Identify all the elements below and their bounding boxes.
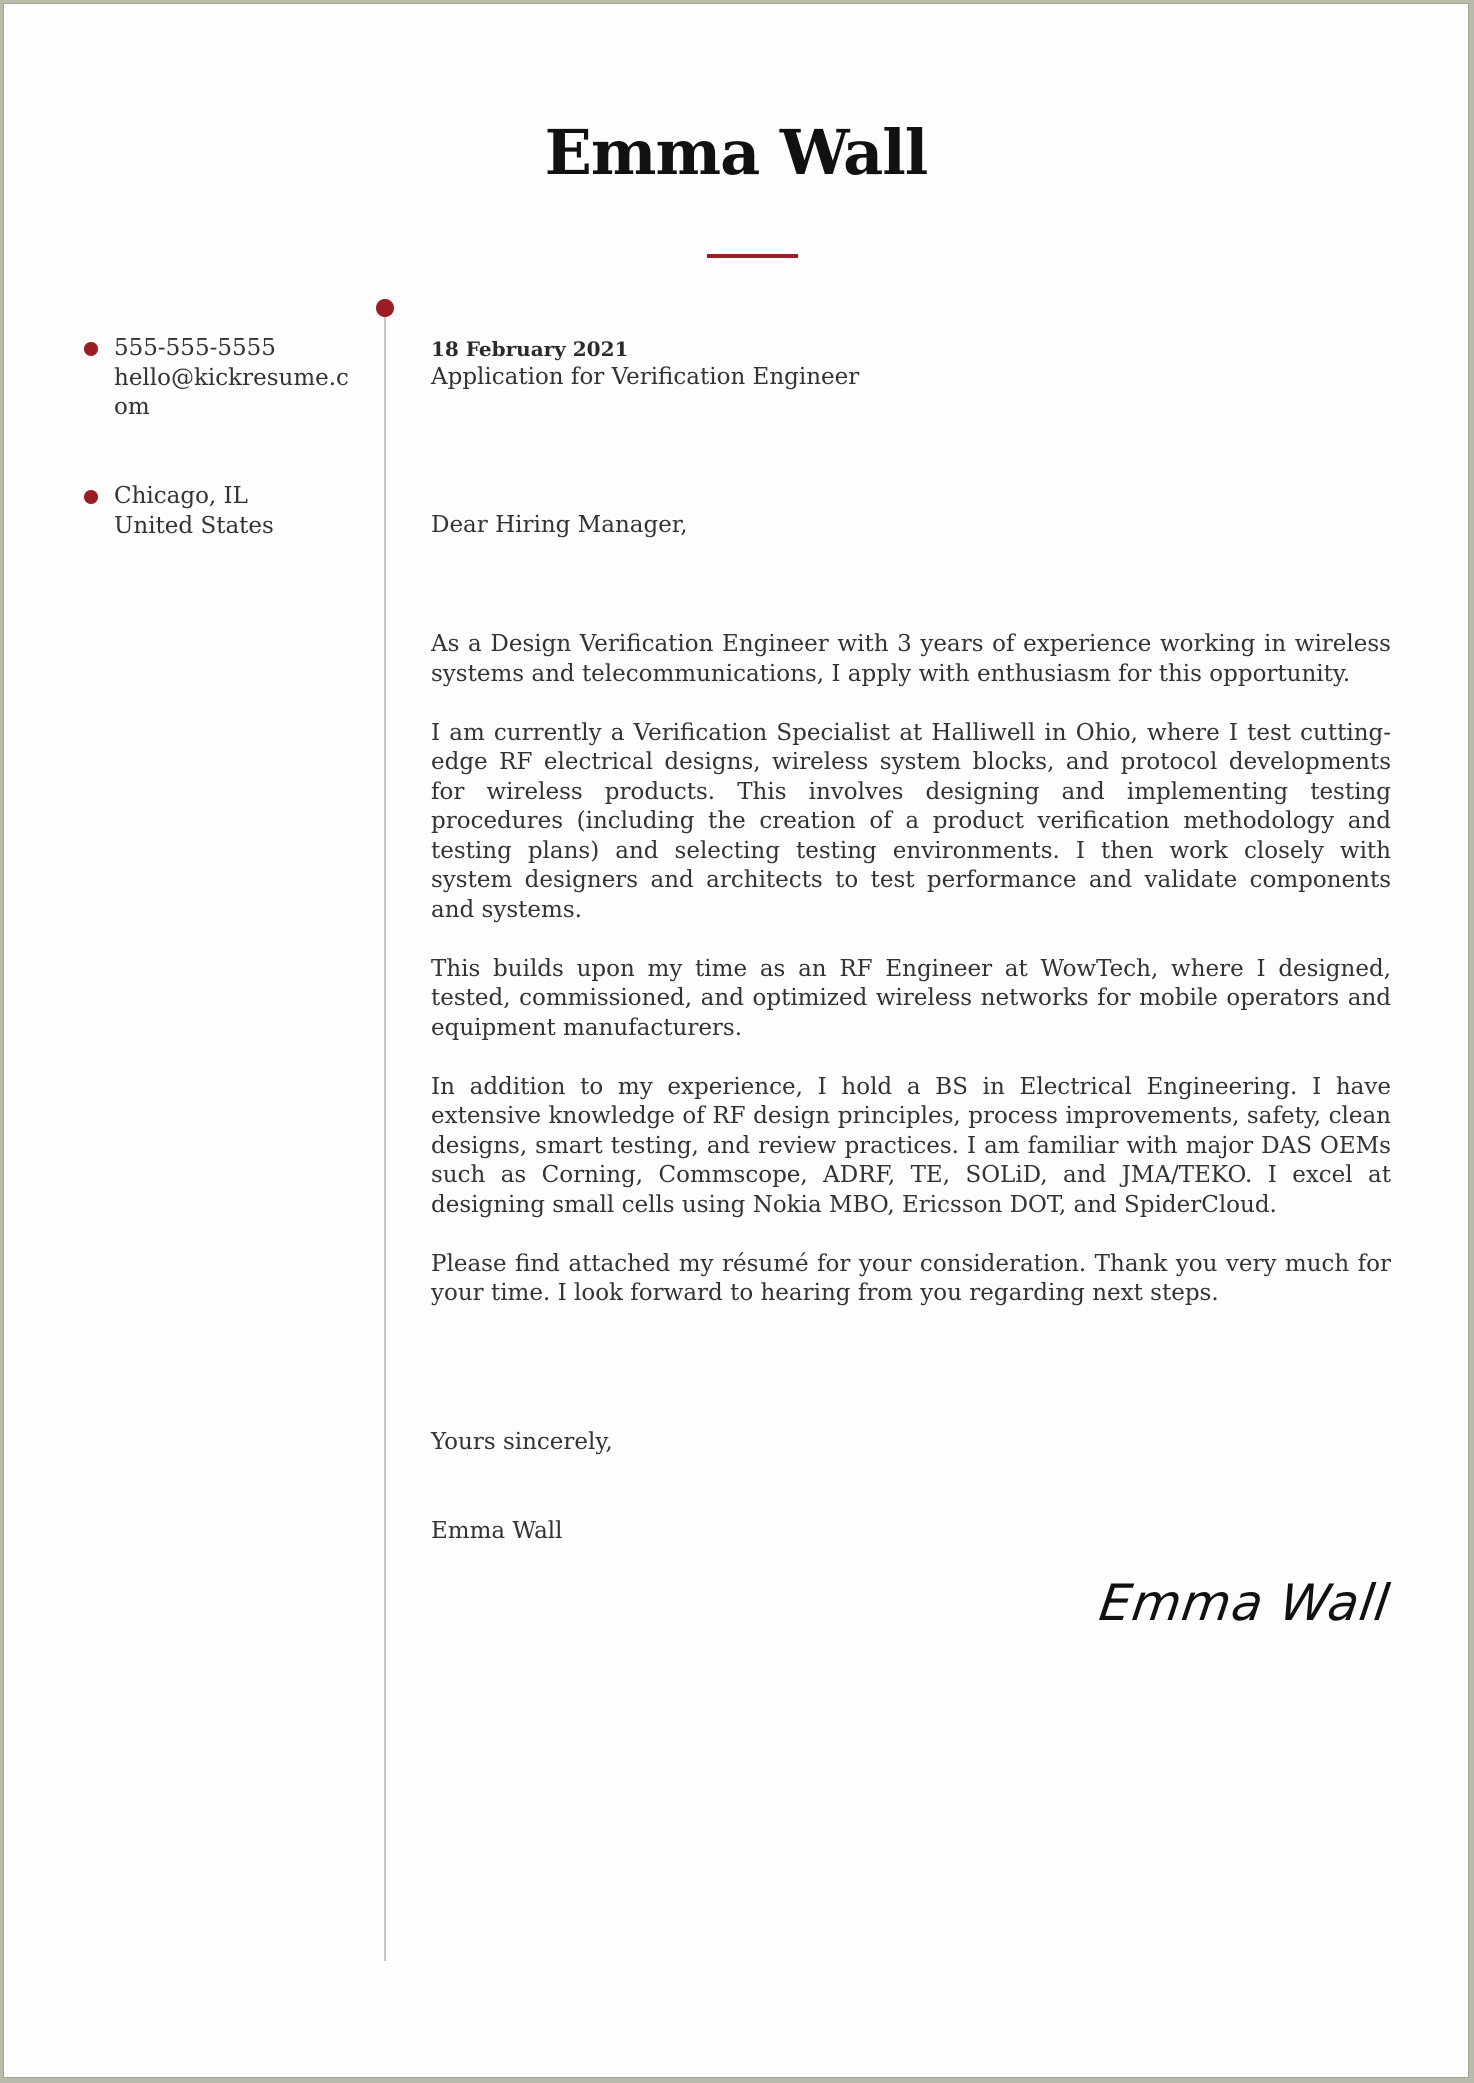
timeline-divider [384, 309, 386, 1961]
contact-email-line1: hello@kickresume.c [114, 364, 349, 391]
letter-paragraph: This builds upon my time as an RF Engineer at WowTech, where I designed, tested, commissioned, and optimized wireless networks for mobile operators and equipment manufacturers. [431, 955, 1391, 1041]
contact-phone: 555-555-5555 [114, 335, 276, 361]
letter-signer: Emma Wall [431, 1518, 563, 1544]
page-title: Emma Wall [544, 116, 928, 189]
handwritten-signature: Emma Wall [1096, 1574, 1395, 1632]
letter-subject: Application for Verification Engineer [431, 364, 860, 390]
letter-date: 18 February 2021 [431, 337, 629, 361]
location-country: United States [114, 512, 274, 539]
bullet-dot-icon [84, 342, 98, 356]
letter-paragraph: Please find attached my résumé for your consideration. Thank you very much for your time. I look forward to hearing from you regarding next steps. [431, 1250, 1391, 1306]
location-city: Chicago, IL [114, 483, 248, 509]
contact-block [114, 334, 364, 423]
letter-body [431, 630, 1391, 1338]
letter-paragraph: I am currently a Verification Specialist at Halliwell in Ohio, where I test cutting-edge RF electrical designs, wireless system blocks, and protocol developments for wireless products. This involves designing and implementing testing procedures (including the creation of a product verification methodology and testing plans) and selecting testing environments. I then work closely with system designers and architects to test performance and validate components and systems. [431, 719, 1391, 923]
letter-page [3, 3, 1469, 2078]
bullet-dot-icon [84, 490, 98, 504]
timeline-dot-icon [376, 299, 394, 317]
location-block [114, 482, 364, 541]
contact-email-line2: om [114, 394, 150, 420]
letter-closing: Yours sincerely, [431, 1429, 613, 1455]
letter-paragraph: As a Design Verification Engineer with 3 years of experience working in wireless systems and telecommunications, I apply with enthusiasm for this opportunity. [431, 631, 1391, 687]
letter-paragraph: In addition to my experience, I hold a BS in Electrical Engineering. I have extensive knowledge of RF design principles, process improvements, safety, clean designs, smart testing, and review practices. I am familiar with major DAS OEMs such as Corning, Commscope, ADRF, TE, SOLiD, and JMA/TEKO. I excel at designing small cells using Nokia MBO, Ericsson DOT, and SpiderCloud. [431, 1073, 1391, 1218]
letter-greeting: Dear Hiring Manager, [431, 512, 688, 538]
title-underline [707, 254, 798, 258]
